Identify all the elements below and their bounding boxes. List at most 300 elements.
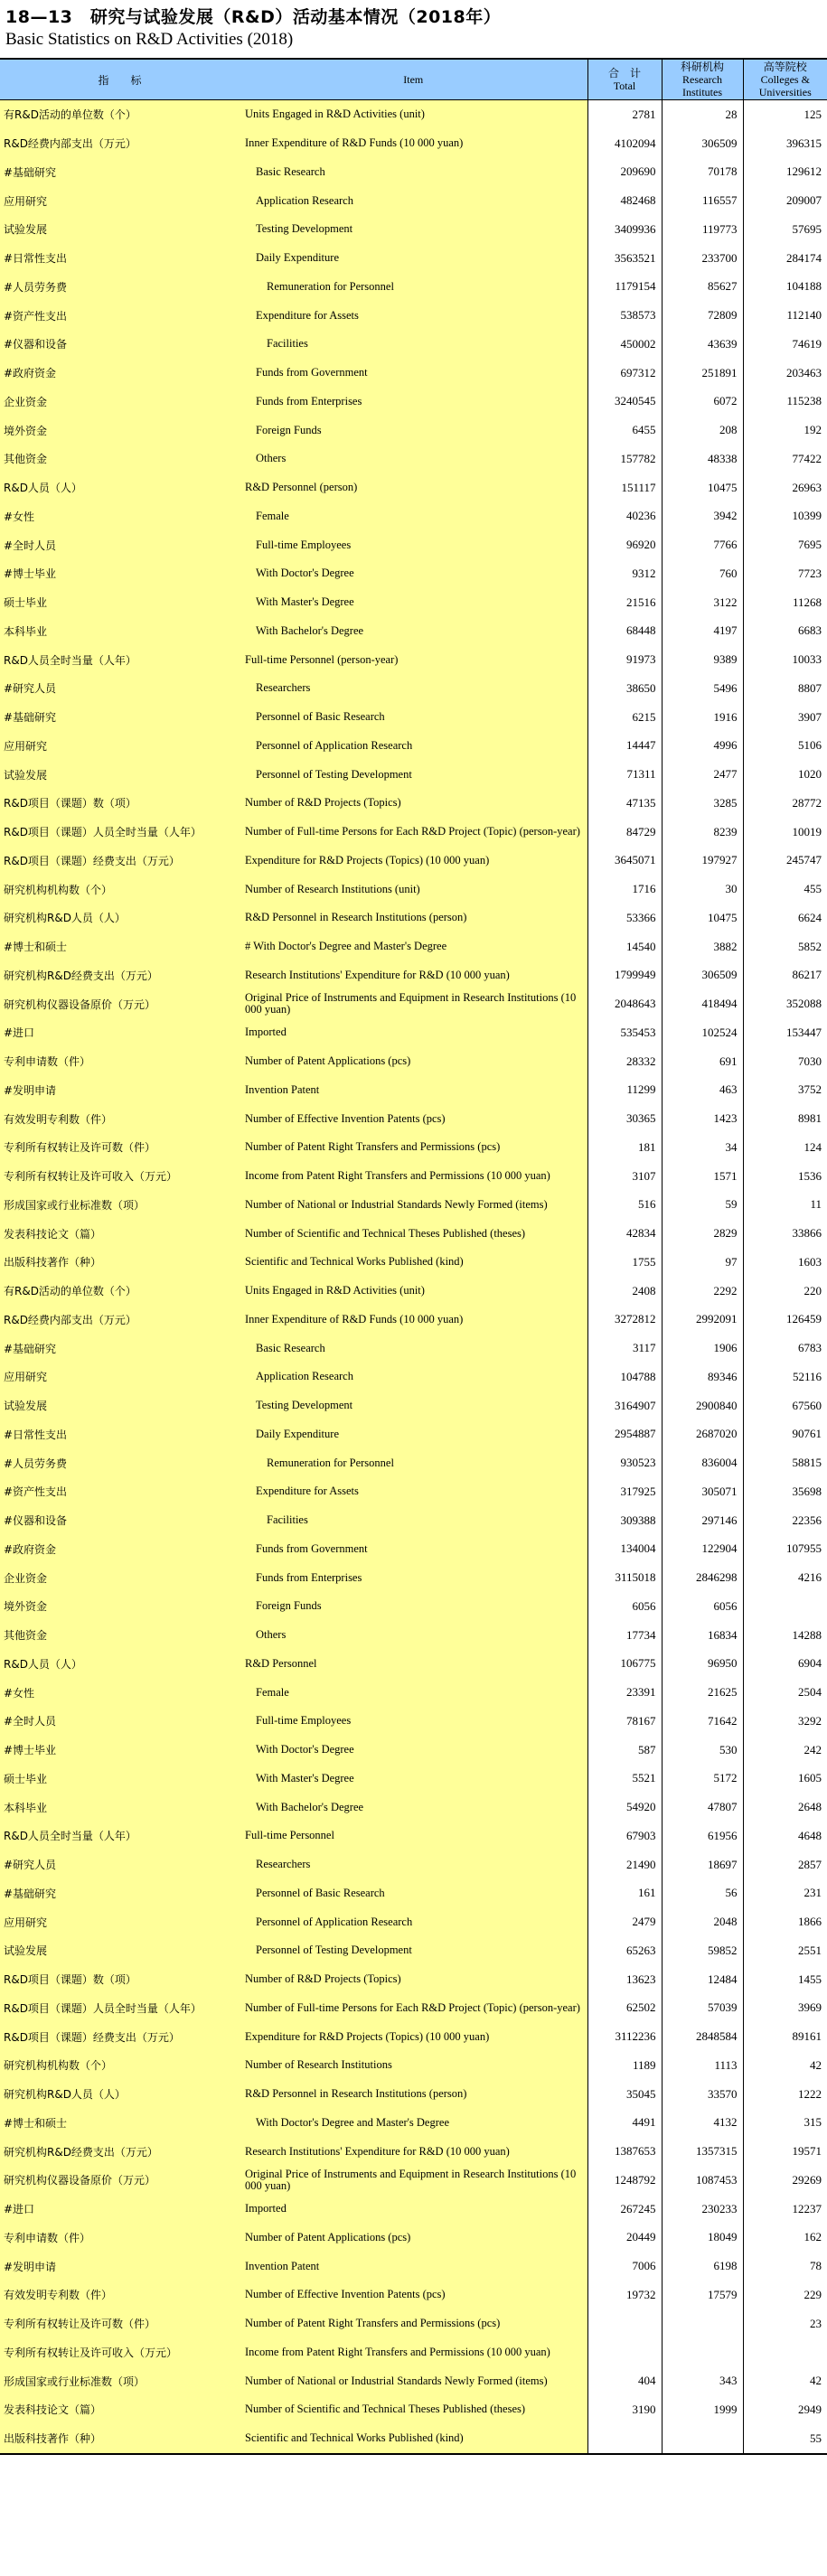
research-institutes-value: 1087453 [662,2166,743,2195]
colleges-universities-value: 33866 [743,1219,827,1248]
row-item-en: Foreign Funds [240,1592,587,1621]
total-value: 3107 [587,1162,662,1191]
row-item-en: Original Price of Instruments and Equipment in Research Institutions (10 000 yuan) [240,2166,587,2195]
research-institutes-value: 760 [662,559,743,588]
table-row [0,1306,827,1335]
research-institutes-value: 4197 [662,617,743,646]
colleges-universities-value: 7695 [743,530,827,559]
colleges-universities-value: 2949 [743,2395,827,2424]
row-item-en: With Bachelor's Degree [240,617,587,646]
table-row [0,1047,827,1076]
table-row [0,1277,827,1306]
research-institutes-value: 2900840 [662,1391,743,1420]
total-value: 42834 [587,1219,662,1248]
colleges-universities-value: 315 [743,2109,827,2138]
total-value: 161 [587,1879,662,1908]
colleges-universities-value: 125 [743,100,827,129]
row-indicator-cn: 境外资金 [0,1592,240,1621]
row-indicator-cn: R&D人员全时当量（人年） [0,1822,240,1850]
research-institutes-value: 2477 [662,760,743,789]
row-item-en: With Bachelor's Degree [240,1793,587,1822]
row-item-en: Number of R&D Projects (Topics) [240,789,587,818]
row-item-en: Imported [240,1018,587,1047]
research-institutes-value: 297146 [662,1506,743,1535]
row-indicator-cn: #人员劳务费 [0,1448,240,1477]
row-item-en: Daily Expenditure [240,1420,587,1449]
row-indicator-cn: 其他资金 [0,445,240,473]
total-value: 3115018 [587,1563,662,1592]
table-row [0,2109,827,2138]
colleges-universities-value: 7030 [743,1047,827,1076]
research-institutes-value: 9389 [662,645,743,674]
total-value: 535453 [587,1018,662,1047]
research-institutes-value: 97 [662,1248,743,1277]
row-indicator-cn: 试验发展 [0,215,240,244]
row-item-en: R&D Personnel in Research Institutions (person) [240,904,587,932]
table-row [0,645,827,674]
total-value: 181 [587,1133,662,1162]
row-item-en: Number of National or Industrial Standards Newly Formed (items) [240,1191,587,1220]
research-institutes-value: 2846298 [662,1563,743,1592]
total-value: 2954887 [587,1420,662,1449]
row-item-en: Remuneration for Personnel [240,1448,587,1477]
total-value: 7006 [587,2252,662,2281]
table-row [0,273,827,302]
colleges-universities-value: 203463 [743,359,827,388]
row-item-en: R&D Personnel [240,1650,587,1679]
colleges-universities-value [743,1592,827,1621]
table-row [0,1907,827,1936]
table-row [0,1334,827,1363]
total-value: 17734 [587,1621,662,1650]
colleges-universities-value [743,2338,827,2367]
colleges-universities-value: 455 [743,875,827,904]
row-indicator-cn: R&D人员全时当量（人年） [0,645,240,674]
row-indicator-cn: #资产性支出 [0,1477,240,1506]
total-value: 930523 [587,1448,662,1477]
research-institutes-value: 2292 [662,1277,743,1306]
row-indicator-cn: 应用研究 [0,732,240,761]
row-item-en: Basic Research [240,158,587,187]
research-institutes-value: 102524 [662,1018,743,1047]
row-indicator-cn: 本科毕业 [0,1793,240,1822]
colleges-universities-value: 229 [743,2281,827,2309]
table-row [0,1162,827,1191]
total-value: 3563521 [587,244,662,273]
header-research-institutes [662,59,743,100]
row-item-en: R&D Personnel in Research Institutions (person) [240,2080,587,2109]
total-value [587,2424,662,2454]
research-institutes-value: 6198 [662,2252,743,2281]
total-value: 1716 [587,875,662,904]
row-item-en: Number of Effective Invention Patents (pcs) [240,1104,587,1133]
table-row [0,588,827,617]
total-value: 1799949 [587,961,662,990]
research-institutes-value: 5172 [662,1765,743,1794]
total-value: 19732 [587,2281,662,2309]
table-row [0,445,827,473]
row-indicator-cn: R&D经费内部支出（万元） [0,129,240,158]
row-item-en: Personnel of Application Research [240,732,587,761]
table-body [0,100,827,2454]
colleges-universities-value: 42 [743,2051,827,2080]
colleges-universities-value: 1605 [743,1765,827,1794]
research-institutes-value: 70178 [662,158,743,187]
colleges-universities-value: 22356 [743,1506,827,1535]
header-total-en: Total [613,80,636,92]
row-indicator-cn: 硕士毕业 [0,588,240,617]
table-row [0,847,827,876]
table-row [0,2051,827,2080]
row-indicator-cn: 发表科技论文（篇） [0,1219,240,1248]
research-institutes-value: 71642 [662,1707,743,1736]
research-institutes-value: 7766 [662,530,743,559]
total-value: 9312 [587,559,662,588]
research-institutes-value: 305071 [662,1477,743,1506]
research-institutes-value [662,2338,743,2367]
title-block [0,0,827,58]
row-indicator-cn: #博士和硕士 [0,2109,240,2138]
research-institutes-value: 18697 [662,1850,743,1879]
row-indicator-cn: #政府资金 [0,1535,240,1564]
colleges-universities-value: 12237 [743,2195,827,2224]
total-value [587,2309,662,2338]
table-row [0,1879,827,1908]
table-row [0,301,827,330]
total-value: 2408 [587,1277,662,1306]
table-row [0,359,827,388]
colleges-universities-value: 2857 [743,1850,827,1879]
total-value: 14447 [587,732,662,761]
table-row [0,875,827,904]
total-value: 6455 [587,416,662,445]
row-indicator-cn: 有效发明专利数（件） [0,1104,240,1133]
table-row [0,1219,827,1248]
colleges-universities-value: 209007 [743,186,827,215]
research-institutes-value: 1423 [662,1104,743,1133]
table-row [0,732,827,761]
total-value: 68448 [587,617,662,646]
research-institutes-value: 21625 [662,1678,743,1707]
table-row [0,1850,827,1879]
row-indicator-cn: #女性 [0,502,240,531]
colleges-universities-value: 11 [743,1191,827,1220]
research-institutes-value: 6072 [662,388,743,417]
research-institutes-value: 59 [662,1191,743,1220]
research-institutes-value: 1999 [662,2395,743,2424]
colleges-universities-value: 104188 [743,273,827,302]
table-row [0,2309,827,2338]
total-value: 482468 [587,186,662,215]
row-indicator-cn: 出版科技著作（种） [0,2424,240,2454]
row-item-en: Number of R&D Projects (Topics) [240,1965,587,1994]
research-institutes-value: 34 [662,1133,743,1162]
header-total [587,59,662,100]
row-item-en: Funds from Enterprises [240,388,587,417]
research-institutes-value: 30 [662,875,743,904]
table-row [0,186,827,215]
row-item-en: Inner Expenditure of R&D Funds (10 000 yuan) [240,1306,587,1335]
total-value: 11299 [587,1076,662,1105]
colleges-universities-value: 89161 [743,2022,827,2051]
row-item-en: Foreign Funds [240,416,587,445]
row-indicator-cn: 研究机构机构数（个） [0,2051,240,2080]
row-item-en: Income from Patent Right Transfers and Permissions (10 000 yuan) [240,1162,587,1191]
research-institutes-value: 16834 [662,1621,743,1650]
header-colleges-en: Colleges & Universities [758,73,812,98]
table-row [0,1994,827,2023]
row-indicator-cn: #博士毕业 [0,1736,240,1765]
table-title-chinese: 18—13 研究与试验发展（R&D）活动基本情况（2018年） [5,7,502,27]
colleges-universities-value: 129612 [743,158,827,187]
research-institutes-value: 28 [662,100,743,129]
total-value: 104788 [587,1363,662,1391]
colleges-universities-value: 3752 [743,1076,827,1105]
table-row [0,1621,827,1650]
colleges-universities-value: 192 [743,416,827,445]
research-institutes-value: 116557 [662,186,743,215]
research-institutes-value: 2992091 [662,1306,743,1335]
colleges-universities-value: 3907 [743,703,827,732]
table-row [0,2195,827,2224]
research-institutes-value [662,2309,743,2338]
row-indicator-cn: R&D项目（课题）人员全时当量（人年） [0,1994,240,2023]
row-item-en: Expenditure for R&D Projects (Topics) (10 000 yuan) [240,847,587,876]
row-indicator-cn: R&D经费内部支出（万元） [0,1306,240,1335]
table-row [0,1736,827,1765]
row-indicator-cn: #日常性支出 [0,244,240,273]
row-item-en: Remuneration for Personnel [240,273,587,302]
row-item-en: Number of Patent Applications (pcs) [240,2224,587,2253]
row-item-en: Full-time Employees [240,530,587,559]
row-indicator-cn: 研究机构仪器设备原价（万元） [0,989,240,1018]
colleges-universities-value: 10019 [743,818,827,847]
total-value: 404 [587,2366,662,2395]
total-value: 3645071 [587,847,662,876]
row-item-en: Female [240,1678,587,1707]
row-indicator-cn: #基础研究 [0,1879,240,1908]
table-row [0,2424,827,2454]
research-institutes-value: 1571 [662,1162,743,1191]
colleges-universities-value: 153447 [743,1018,827,1047]
table-row [0,1506,827,1535]
research-institutes-value: 72809 [662,301,743,330]
table-row [0,1535,827,1564]
row-item-en: Testing Development [240,1391,587,1420]
table-header [0,59,827,100]
total-value: 78167 [587,1707,662,1736]
row-item-en: Number of Research Institutions [240,2051,587,2080]
table-row [0,502,827,531]
table-row [0,1391,827,1420]
row-item-en: Expenditure for Assets [240,1477,587,1506]
research-institutes-value: 691 [662,1047,743,1076]
colleges-universities-value: 284174 [743,244,827,273]
colleges-universities-value: 1603 [743,1248,827,1277]
colleges-universities-value: 67560 [743,1391,827,1420]
row-item-en: Funds from Government [240,1535,587,1564]
row-item-en: Invention Patent [240,2252,587,2281]
table-row [0,1965,827,1994]
research-institutes-value: 2829 [662,1219,743,1248]
table-row [0,559,827,588]
statistics-table [0,58,827,2455]
total-value: 23391 [587,1678,662,1707]
row-item-en: Units Engaged in R&D Activities (unit) [240,1277,587,1306]
row-item-en: Others [240,445,587,473]
row-indicator-cn: #仪器和设备 [0,330,240,359]
header-total-cn: 合 计 [607,67,641,80]
colleges-universities-value: 78 [743,2252,827,2281]
row-item-en: With Doctor's Degree [240,559,587,588]
row-indicator-cn: #女性 [0,1678,240,1707]
total-value: 40236 [587,502,662,531]
table-row [0,2366,827,2395]
row-indicator-cn: R&D项目（课题）经费支出（万元） [0,2022,240,2051]
total-value: 67903 [587,1822,662,1850]
total-value: 5521 [587,1765,662,1794]
total-value: 134004 [587,1535,662,1564]
colleges-universities-value: 242 [743,1736,827,1765]
table-row [0,1563,827,1592]
row-indicator-cn: #基础研究 [0,158,240,187]
colleges-universities-value: 1866 [743,1907,827,1936]
table-row [0,129,827,158]
total-value: 20449 [587,2224,662,2253]
colleges-universities-value: 4648 [743,1822,827,1850]
table-row [0,703,827,732]
colleges-universities-value: 245747 [743,847,827,876]
row-item-en: Invention Patent [240,1076,587,1105]
colleges-universities-value: 6904 [743,1650,827,1679]
total-value: 587 [587,1736,662,1765]
research-institutes-value: 836004 [662,1448,743,1477]
row-indicator-cn: 企业资金 [0,1563,240,1592]
total-value: 3112236 [587,2022,662,2051]
colleges-universities-value: 4216 [743,1563,827,1592]
total-value: 3164907 [587,1391,662,1420]
total-value: 21490 [587,1850,662,1879]
row-item-en: Researchers [240,674,587,703]
total-value: 62502 [587,1994,662,2023]
colleges-universities-value: 231 [743,1879,827,1908]
row-indicator-cn: 境外资金 [0,416,240,445]
colleges-universities-value: 2648 [743,1793,827,1822]
row-indicator-cn: R&D人员（人） [0,473,240,502]
colleges-universities-value: 8981 [743,1104,827,1133]
total-value: 96920 [587,530,662,559]
research-institutes-value: 2687020 [662,1420,743,1449]
row-indicator-cn: #进口 [0,1018,240,1047]
row-indicator-cn: R&D人员（人） [0,1650,240,1679]
research-institutes-value: 306509 [662,129,743,158]
colleges-universities-value: 74619 [743,330,827,359]
row-item-en: Full-time Employees [240,1707,587,1736]
colleges-universities-value: 126459 [743,1306,827,1335]
colleges-universities-value: 6683 [743,617,827,646]
research-institutes-value: 1906 [662,1334,743,1363]
table-row [0,1678,827,1707]
row-item-en: Researchers [240,1850,587,1879]
total-value: 106775 [587,1650,662,1679]
research-institutes-value: 47807 [662,1793,743,1822]
table-row [0,1793,827,1822]
row-indicator-cn: 试验发展 [0,1936,240,1965]
colleges-universities-value: 2551 [743,1936,827,1965]
row-indicator-cn: 专利所有权转让及许可数（件） [0,1133,240,1162]
row-item-en: Personnel of Testing Development [240,760,587,789]
table-row [0,1765,827,1794]
table-row [0,158,827,187]
row-indicator-cn: #发明申请 [0,2252,240,2281]
colleges-universities-value: 86217 [743,961,827,990]
colleges-universities-value: 1455 [743,1965,827,1994]
row-indicator-cn: #仪器和设备 [0,1506,240,1535]
colleges-universities-value: 29269 [743,2166,827,2195]
colleges-universities-value: 107955 [743,1535,827,1564]
row-item-en: R&D Personnel (person) [240,473,587,502]
table-row [0,1104,827,1133]
row-indicator-cn: 专利申请数（件） [0,1047,240,1076]
table-row [0,1477,827,1506]
row-item-en: Number of Patent Right Transfers and Permissions (pcs) [240,2309,587,2338]
row-item-en: Personnel of Basic Research [240,1879,587,1908]
total-value: 1189 [587,2051,662,2080]
research-institutes-value: 208 [662,416,743,445]
row-item-en: Research Institutions' Expenditure for R&D (10 000 yuan) [240,2137,587,2166]
table-row [0,1448,827,1477]
colleges-universities-value: 124 [743,1133,827,1162]
row-indicator-cn: 应用研究 [0,1907,240,1936]
row-indicator-cn: R&D项目（课题）数（项） [0,1965,240,1994]
row-item-en: Income from Patent Right Transfers and Permissions (10 000 yuan) [240,2338,587,2367]
row-item-en: Number of Scientific and Technical Theses Published (theses) [240,2395,587,2424]
total-value: 3409936 [587,215,662,244]
row-item-en: Number of Scientific and Technical Theses Published (theses) [240,1219,587,1248]
table-row [0,473,827,502]
row-indicator-cn: 专利所有权转让及许可收入（万元） [0,2338,240,2367]
table-row [0,1592,827,1621]
research-institutes-value: 18049 [662,2224,743,2253]
colleges-universities-value: 162 [743,2224,827,2253]
total-value: 3190 [587,2395,662,2424]
table-row [0,961,827,990]
research-institutes-value: 530 [662,1736,743,1765]
table-row [0,904,827,932]
row-indicator-cn: #研究人员 [0,674,240,703]
row-indicator-cn: #进口 [0,2195,240,2224]
research-institutes-value: 48338 [662,445,743,473]
row-indicator-cn: R&D项目（课题）人员全时当量（人年） [0,818,240,847]
colleges-universities-value: 14288 [743,1621,827,1650]
row-indicator-cn: 其他资金 [0,1621,240,1650]
table-row [0,818,827,847]
table-row [0,2080,827,2109]
colleges-universities-value: 8807 [743,674,827,703]
table-row [0,1707,827,1736]
row-item-en: Research Institutions' Expenditure for R&D (10 000 yuan) [240,961,587,990]
colleges-universities-value: 19571 [743,2137,827,2166]
research-institutes-value: 119773 [662,215,743,244]
row-indicator-cn: 应用研究 [0,186,240,215]
colleges-universities-value: 5106 [743,732,827,761]
table-row [0,1191,827,1220]
row-item-en: Full-time Personnel (person-year) [240,645,587,674]
research-institutes-value: 3882 [662,932,743,961]
total-value: 538573 [587,301,662,330]
row-indicator-cn: 形成国家或行业标准数（项） [0,2366,240,2395]
colleges-universities-value: 26963 [743,473,827,502]
